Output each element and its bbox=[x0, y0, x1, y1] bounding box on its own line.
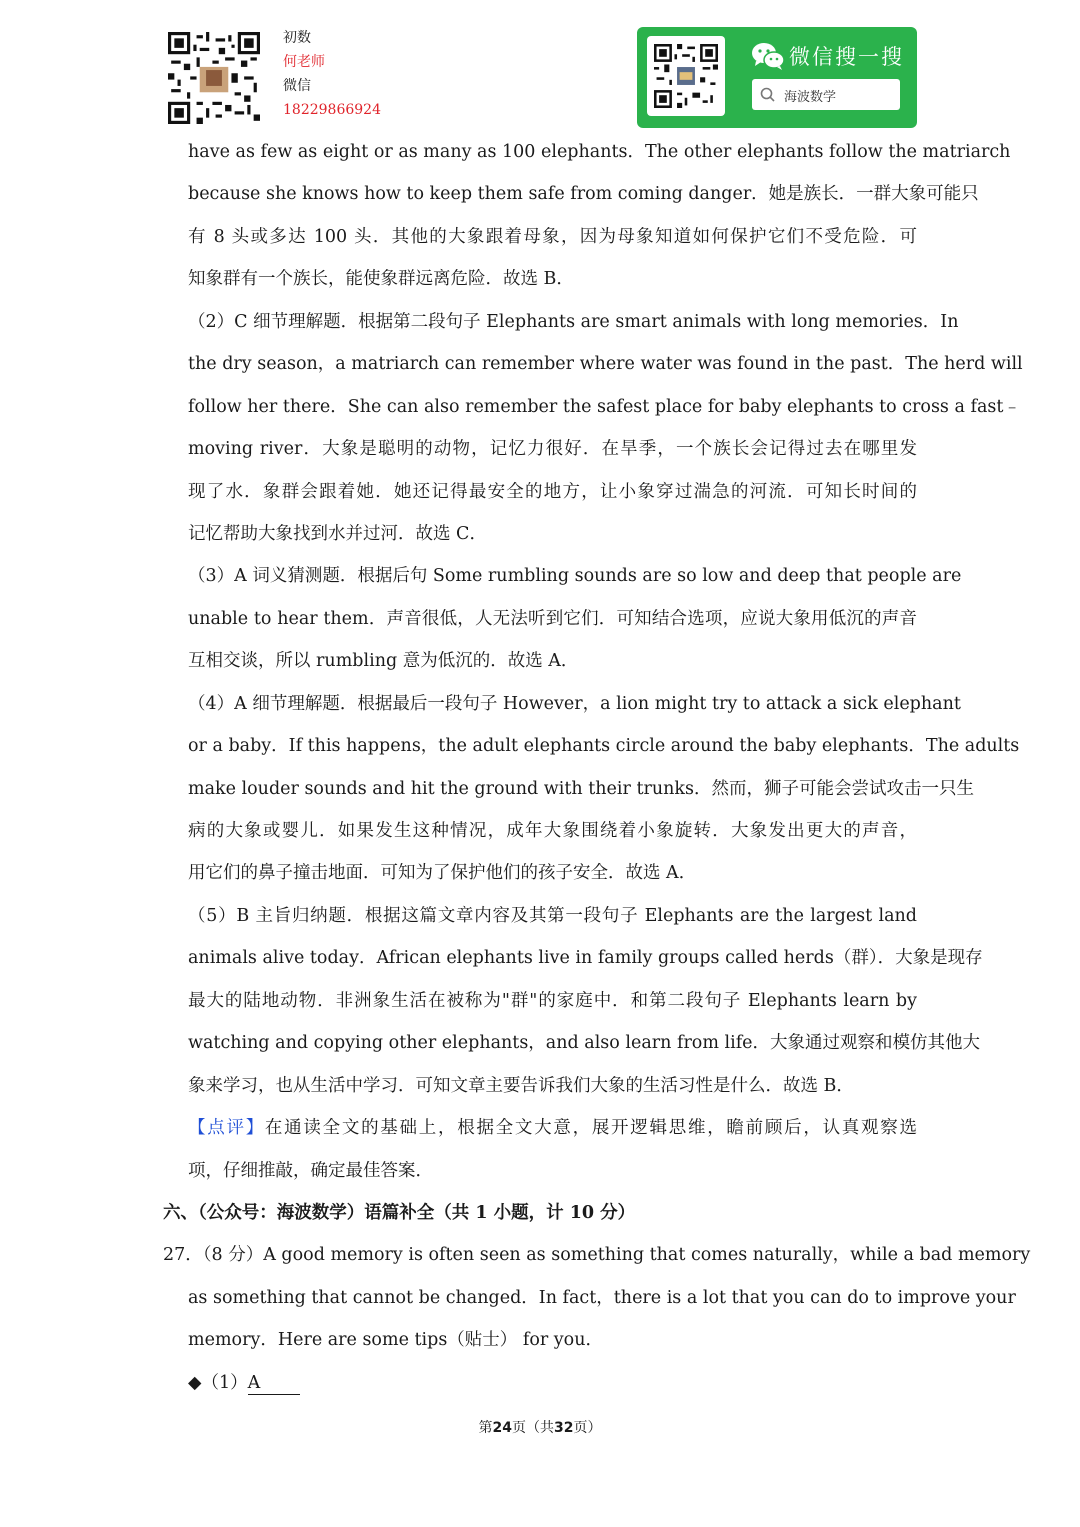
text-line: （4）A 细节理解题．根据最后一段句子 However，a lion might try to attack a sick elephant bbox=[188, 693, 961, 714]
text-line: watching and copying other elephants，and also learn from life．大象通过观察和模仿其他大 bbox=[188, 1033, 981, 1054]
page-total: 32 bbox=[554, 1420, 574, 1436]
teacher-phone: 18229866924 bbox=[283, 102, 381, 118]
wechat-search-card bbox=[637, 27, 917, 128]
text-line: moving river．大象是聪明的动物，记忆力很好．在旱季，一个族长会记得过去在哪里发 bbox=[188, 439, 917, 460]
teacher-contact bbox=[283, 26, 381, 122]
answer-blank: A bbox=[248, 1372, 300, 1395]
answer-paragraph-3 bbox=[188, 555, 962, 682]
text-line: have as few as eight or as many as 100 elephants．The other elephants follow the matriarch bbox=[188, 142, 1011, 162]
text-line: 病的大象或婴儿．如果发生这种情况，成年大象围绕着小象旋转．大象发出更大的声音， bbox=[188, 821, 917, 841]
answer-paragraph-1 bbox=[188, 131, 1011, 301]
answer-paragraph-5 bbox=[188, 895, 983, 1107]
search-icon bbox=[760, 87, 775, 102]
text-line: as something that cannot be changed．In fact，there is a lot that you can do to improve your bbox=[188, 1287, 1016, 1308]
bullet-label: ◆（1） bbox=[188, 1372, 248, 1393]
text-line: 记忆帮助大象找到水并过河．故选 C． bbox=[188, 523, 487, 544]
footer-prefix: 第 bbox=[478, 1420, 493, 1436]
text-line: （2）C 细节理解题．根据第二段句子 Elephants are smart animals with long memories．In bbox=[188, 311, 959, 332]
text-line: （5）B 主旨归纳题．根据这篇文章内容及其第一段句子 Elephants are the largest land bbox=[188, 905, 917, 926]
text-line: the dry season，a matriarch can remember where water was found in the past．The herd will bbox=[188, 354, 1023, 375]
teacher-wechat-label: 微信 bbox=[283, 78, 311, 94]
question-27 bbox=[163, 1234, 1031, 1361]
search-query-text: 海波数学 bbox=[784, 90, 837, 105]
footer-mid: 页（共 bbox=[512, 1420, 554, 1436]
text-line: follow her there．She can also remember the safest place for baby elephants to cross a fast﹣ bbox=[188, 396, 1021, 417]
text-line: memory．Here are some tips（贴士） for you． bbox=[188, 1330, 603, 1351]
text-line: 用它们的鼻子撞击地面．可知为了保护他们的孩子安全．故选 A． bbox=[188, 863, 697, 884]
wechat-qr-code bbox=[654, 44, 718, 108]
page-header bbox=[0, 0, 1080, 135]
answer-paragraph-2 bbox=[188, 301, 1023, 556]
text-line: make louder sounds and hit the ground with their trunks．然而，狮子可能会尝试攻击一只生 bbox=[188, 778, 974, 799]
footer-suffix: 页） bbox=[573, 1420, 602, 1436]
text-line: or a baby．If this happens，the adult elephants circle around the baby elephants．The adults bbox=[188, 736, 1020, 757]
text-line: 27．（8 分）A good memory is often seen as something that comes naturally，while a bad memory bbox=[163, 1245, 1031, 1266]
teacher-subject: 初数 bbox=[283, 30, 311, 46]
text-line: 象来学习，也从生活中学习．可知文章主要告诉我们大象的生活习性是什么．故选 B． bbox=[188, 1075, 854, 1096]
text-line: （3）A 词义猜测题．根据后句 Some rumbling sounds are so low and deep that people are bbox=[188, 566, 962, 587]
document-body bbox=[163, 131, 1031, 1404]
wechat-qr-frame bbox=[647, 36, 725, 116]
text-line: 现了水．象群会跟着她．她还记得最安全的地方，让小象穿过湍急的河流．可知长时间的 bbox=[188, 481, 917, 502]
wechat-logo-icon bbox=[751, 41, 785, 71]
answer-paragraph-4 bbox=[188, 683, 1020, 895]
page-number: 24 bbox=[492, 1420, 512, 1436]
text-line: 有 8 头或多达 100 头．其他的大象跟着母象，因为母象知道如何保护它们不受危险．可 bbox=[188, 226, 917, 247]
comment-tag: 【点评】 bbox=[188, 1118, 265, 1139]
text-line: 知象群有一个族长，能使象群远离危险．故选 B． bbox=[188, 269, 574, 290]
text-line bbox=[188, 1107, 917, 1149]
teacher-qr-code bbox=[168, 32, 260, 124]
section-heading: 六、（公众号：海波数学）语篇补全（共 1 小题，计 10 分） bbox=[163, 1202, 636, 1223]
text-line: animals alive today．African elephants live in family groups called herds（群）．大象是现存 bbox=[188, 948, 983, 969]
wechat-search-title: 微信搜一搜 bbox=[789, 45, 904, 69]
page-footer bbox=[0, 1417, 1080, 1437]
answer-blank-row bbox=[188, 1362, 917, 1404]
text-line: 最大的陆地动物．非洲象生活在被称为"群"的家庭中．和第二段句子 Elephants learn by bbox=[188, 990, 917, 1011]
text-line: 互相交谈，所以 rumbling 意为低沉的．故选 A． bbox=[188, 651, 579, 672]
wechat-search-box[interactable] bbox=[752, 79, 900, 110]
text-line: because she knows how to keep them safe from coming danger．她是族长．一群大象可能只 bbox=[188, 184, 979, 205]
teacher-name: 何老师 bbox=[283, 54, 325, 70]
comment-text: 在通读全文的基础上，根据全文大意，展开逻辑思维，瞻前顾后，认真观察选 bbox=[264, 1118, 918, 1139]
comment-paragraph bbox=[188, 1107, 917, 1192]
text-line: 项，仔细推敲，确定最佳答案． bbox=[188, 1160, 433, 1181]
text-line: unable to hear them．声音很低，人无法听到它们．可知结合选项，应说大象用低沉的声音 bbox=[188, 608, 917, 629]
